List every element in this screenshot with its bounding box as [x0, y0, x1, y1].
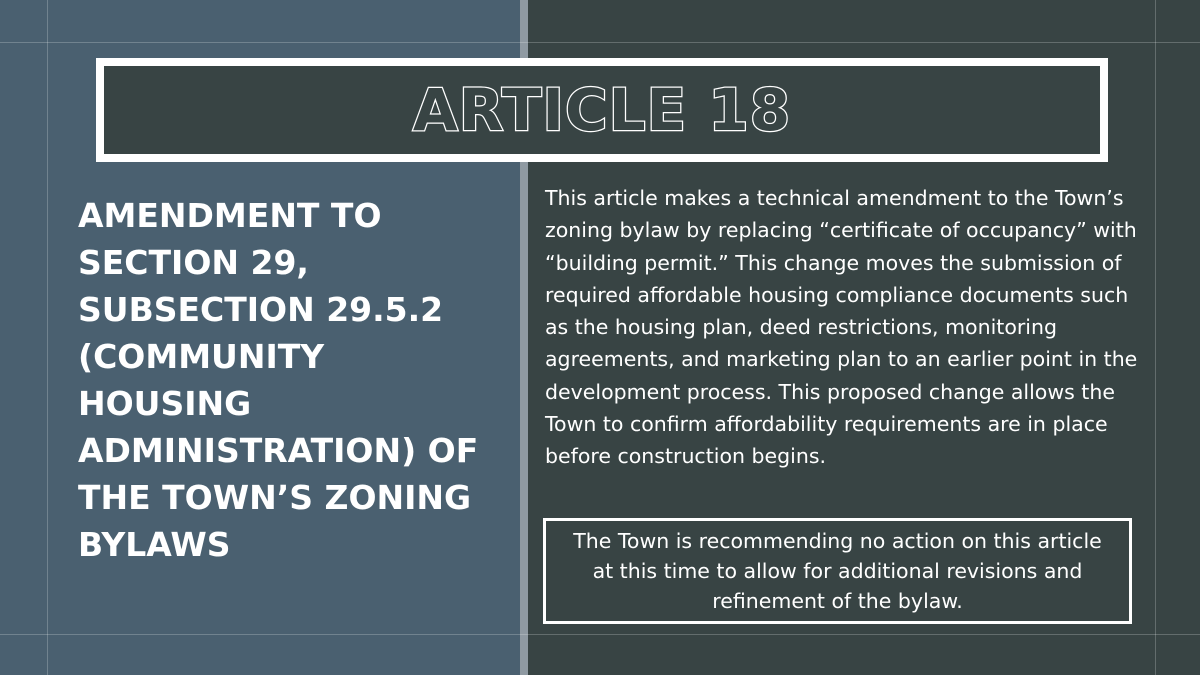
title-banner [96, 58, 1108, 162]
guide-line [0, 634, 1200, 635]
amendment-heading: AMENDMENT TO SECTION 29, SUBSECTION 29.5.2 (COMMUNITY HOUSING ADMINISTRATION) OF THE TOWN’S ZONING BYLAWS [78, 196, 479, 564]
guide-line [0, 42, 1200, 43]
article-title: ARTICLE 18 [412, 76, 792, 144]
article-description: This article makes a technical amendment to the Town’s zoning bylaw by replacing “certificate of occupancy” with “building permit.” This change moves the submission of required affordable housing compliance documents such as the housing plan, deed restrictions, monitoring agreements, and marketing plan to an earlier point in the development process. This proposed change allows the Town to confirm affordability requirements are in place before construction begins. [545, 186, 1138, 469]
recommendation-box [543, 518, 1132, 624]
guide-line [1155, 0, 1156, 675]
recommendation-text: The Town is recommending no action on this article at this time to allow for additional revisions and refinement of the bylaw. [573, 529, 1102, 613]
guide-line [47, 0, 48, 675]
